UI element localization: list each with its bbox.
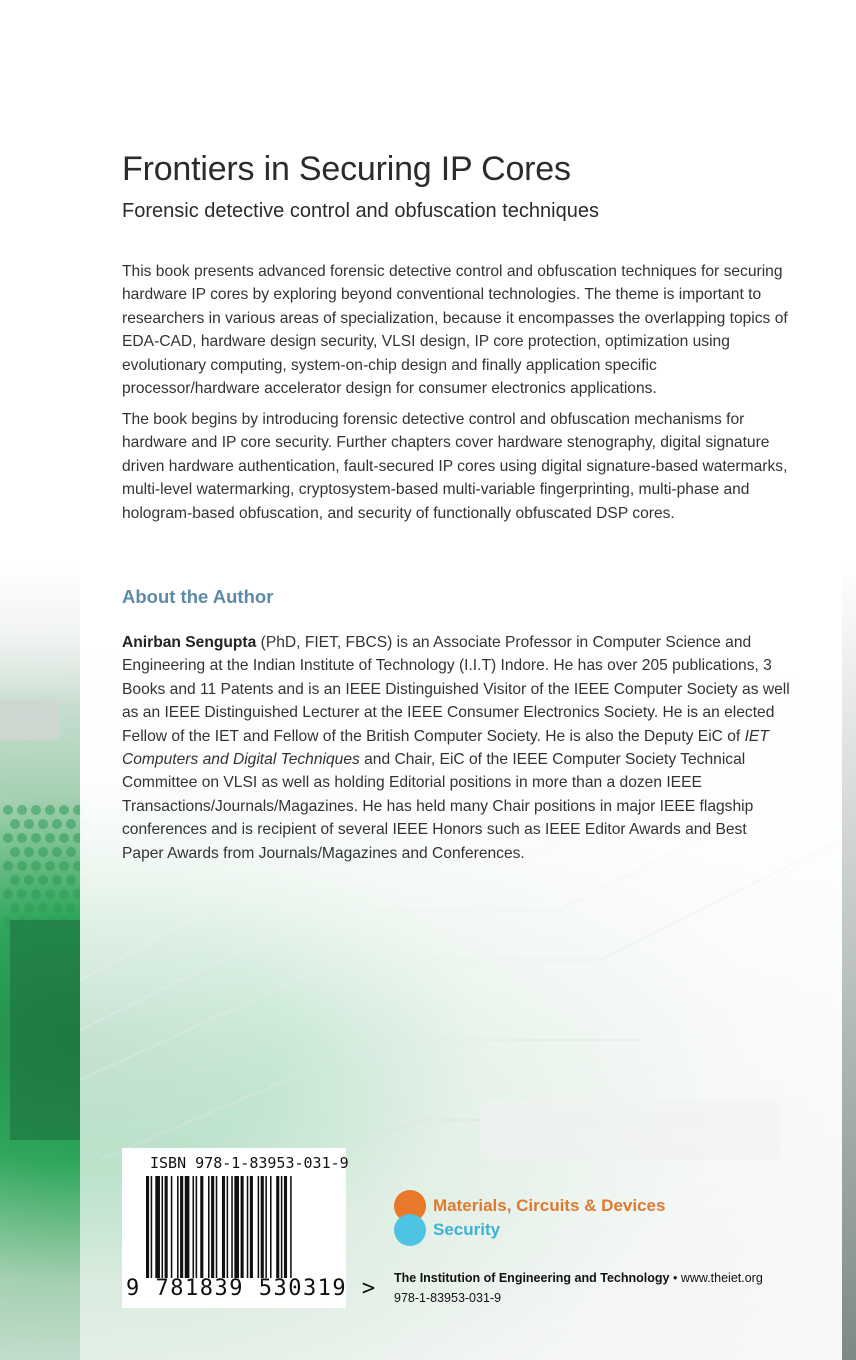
circuit-dot	[52, 847, 62, 857]
publisher-website[interactable]: www.theiet.org	[680, 1271, 763, 1285]
barcode-bar	[162, 1176, 164, 1278]
circuit-dot	[31, 861, 41, 871]
barcode-bar	[165, 1176, 168, 1278]
barcode-bar	[171, 1176, 173, 1278]
barcode-bar	[155, 1176, 160, 1278]
barcode-bar	[290, 1176, 292, 1278]
category-security	[394, 1214, 500, 1246]
book-subtitle: Forensic detective control and obfuscation techniques	[122, 200, 599, 222]
barcode-digits: 9 781839 530319 >	[126, 1276, 377, 1301]
category-label-security: Security	[433, 1220, 501, 1239]
barcode-bar	[211, 1176, 214, 1278]
circuit-dot	[17, 805, 27, 815]
circuit-dot	[10, 903, 20, 913]
barcode-bar	[185, 1176, 190, 1278]
barcode-bar	[180, 1176, 183, 1278]
barcode-bar	[261, 1176, 264, 1278]
circuit-dot	[10, 847, 20, 857]
author-bio-part1: (PhD, FIET, FBCS) is an Associate Professor in Computer Science and Engineering at the Indian Institute of Technology (I.I.T) Indore. He has over 205 publications, 3 Books and 11 Patents and is an IEEE Distinguished Visitor of the IEEE Computer Society as well as an IEEE Distinguished Lecturer at the IEEE Consumer Electronics Society. He is an elected Fellow of the IET and Fellow of the British Computer Society. He is also the Deputy EiC of	[122, 634, 790, 745]
circuit-dot	[45, 805, 55, 815]
blue-circle-icon	[394, 1214, 426, 1246]
circuit-dot	[10, 819, 20, 829]
circuit-dot	[3, 889, 13, 899]
about-author-heading: About the Author	[122, 586, 274, 607]
barcode-bar	[276, 1176, 279, 1278]
circuit-dot	[45, 833, 55, 843]
circuit-dot	[31, 805, 41, 815]
circuit-dot	[10, 875, 20, 885]
circuit-dot	[45, 861, 55, 871]
barcode-bar	[231, 1176, 233, 1278]
description-paragraph-2: The book begins by introducing forensic detective control and obfuscation mechanisms for hardware and IP core security. Further chapters cover hardware stenography, digital signature driven hardware authentication, fault-secured IP cores using digital signature-based watermarks, multi-level watermarking, cryptosystem-based multi-variable fingerprinting, multi-phase and hologram-based obfuscation, and security of functionally obfuscated DSP cores.	[122, 411, 788, 522]
circuit-dot	[38, 819, 48, 829]
barcode-bar	[265, 1176, 267, 1278]
barcode-bar	[222, 1176, 225, 1278]
barcode-graphic	[146, 1176, 332, 1278]
circuit-dot	[52, 875, 62, 885]
circuit-dot	[52, 903, 62, 913]
description-paragraph-1: This book presents advanced forensic detective control and obfuscation techniques for securing hardware IP cores by exploring beyond conventional technologies. The theme is important to researchers in various areas of specialization, because it encompasses the overlapping topics of EDA-CAD, hardware design security, VLSI design, IP core protection, optimization using evolutionary computing, system-on-chip design and finally application specific processor/hardware accelerator design for consumer electronics applications.	[122, 263, 788, 398]
circuit-dot	[38, 875, 48, 885]
circuit-dot	[24, 903, 34, 913]
category-label-materials: Materials, Circuits & Devices	[433, 1196, 666, 1215]
circuit-dot	[59, 861, 69, 871]
circuit-dot	[59, 805, 69, 815]
publisher-name: The Institution of Engineering and Technology	[394, 1271, 670, 1285]
barcode-bar	[196, 1176, 198, 1278]
barcode-bar	[146, 1176, 149, 1278]
barcode-bar	[258, 1176, 260, 1278]
circuit-dot	[59, 833, 69, 843]
circuit-dot	[17, 889, 27, 899]
circuit-dot	[66, 847, 76, 857]
barcode-bar	[193, 1176, 195, 1278]
right-edge-strip	[842, 560, 856, 1360]
book-title: Frontiers in Securing IP Cores	[122, 150, 571, 188]
author-name: Anirban Sengupta	[122, 634, 257, 651]
circuit-dot	[3, 861, 13, 871]
author-bio-journal: IET Computers and Digital Techniques	[122, 727, 769, 769]
barcode-bar	[208, 1176, 210, 1278]
barcode-bar	[216, 1176, 218, 1278]
circuit-dot	[3, 805, 13, 815]
circuit-dot	[24, 875, 34, 885]
circuit-dot	[24, 847, 34, 857]
circuit-dot	[17, 833, 27, 843]
circuit-dot	[45, 889, 55, 899]
publisher-line	[394, 1271, 763, 1285]
circuit-dot	[38, 903, 48, 913]
circuit-dot	[66, 875, 76, 885]
barcode-bar	[234, 1176, 239, 1278]
author-bio-part2: and Chair, EiC of the IEEE Computer Society Technical Committee on VLSI as well as holding Editorial positions in more than a dozen IEEE Transactions/Journals/Magazines. He has held many Chair positions in major IEEE flagship conferences and is recipient of several IEEE Honors such as IEEE Editor Awards and Best Paper Awards from Journals/Magazines and Conferences.	[122, 751, 754, 862]
circuit-dot	[3, 833, 13, 843]
circuit-dot	[24, 819, 34, 829]
barcode-bar	[281, 1176, 283, 1278]
circuit-dot	[31, 833, 41, 843]
isbn-label: ISBN 978-1-83953-031-9	[150, 1154, 349, 1172]
barcode-bar	[227, 1176, 229, 1278]
circuit-dot	[52, 819, 62, 829]
barcode-bar	[151, 1176, 153, 1278]
publisher-separator: •	[672, 1271, 678, 1285]
circuit-dot	[31, 889, 41, 899]
publisher-isbn: 978-1-83953-031-9	[394, 1291, 502, 1305]
barcode-bar	[250, 1176, 253, 1278]
barcode-bar	[177, 1176, 179, 1278]
circuit-dot	[38, 847, 48, 857]
barcode-bar	[241, 1176, 244, 1278]
circuit-dot	[66, 819, 76, 829]
author-bio	[122, 631, 792, 865]
barcode-bar	[270, 1176, 272, 1278]
barcode-bar	[247, 1176, 249, 1278]
barcode-bar	[200, 1176, 203, 1278]
barcode-bar	[284, 1176, 287, 1278]
circuit-dot	[59, 889, 69, 899]
circuit-dot	[17, 861, 27, 871]
circuit-dot	[66, 903, 76, 913]
